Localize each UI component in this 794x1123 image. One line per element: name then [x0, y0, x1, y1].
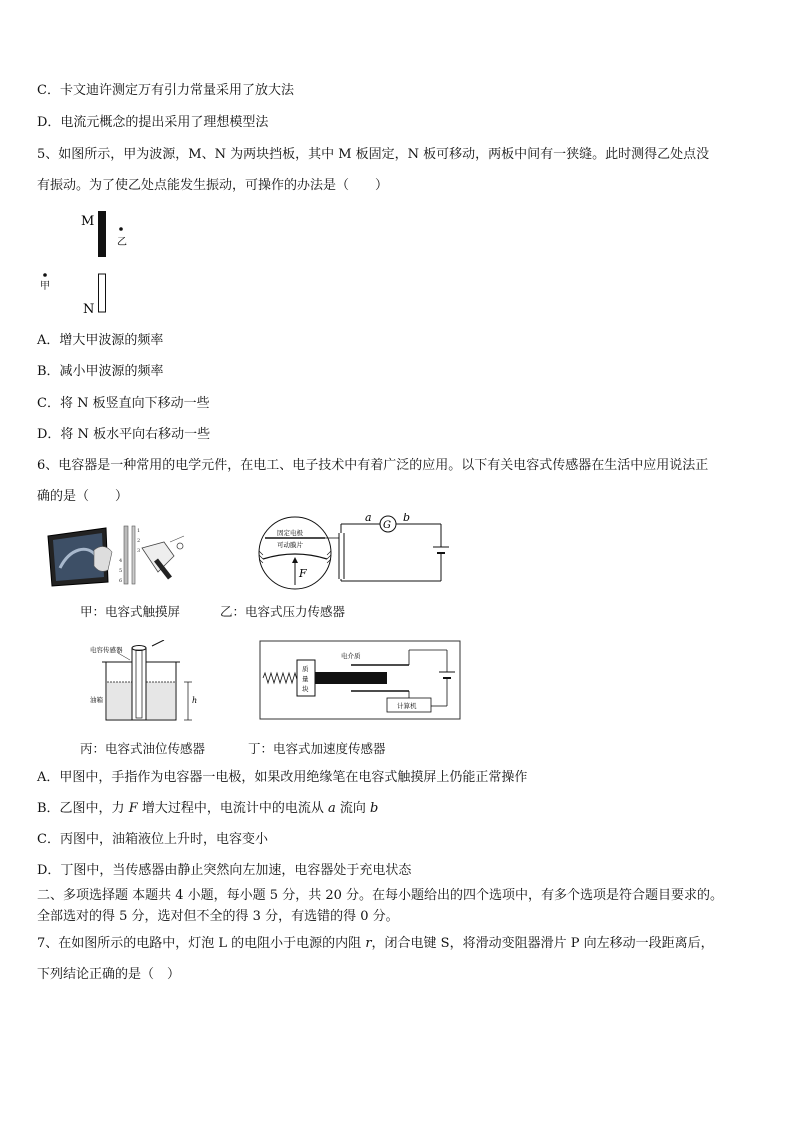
q6-option-b: [37, 801, 378, 817]
point-jia: [43, 273, 47, 277]
figure-bing-oil-level: [88, 640, 200, 726]
label-jia: 甲: [40, 281, 50, 292]
q6-option-a: A．甲图中，手指作为电容器一电极，如果改用绝缘笔在电容式触摸屏上仍能正常操作: [37, 770, 528, 785]
touch-label-2: 2: [137, 538, 141, 544]
label-mass-1: 质: [302, 665, 309, 673]
option-c-prev: C．卡文迪许测定万有引力常量采用了放大法: [37, 83, 294, 98]
q6-b-text-3: 流向: [335, 801, 371, 816]
touch-label-3: 3: [137, 548, 141, 554]
label-oil-tank: 油箱: [90, 696, 103, 704]
option-d-prev: D．电流元概念的提出采用了理想模型法: [37, 115, 269, 130]
label-F: F: [299, 567, 307, 580]
q6-b-point-a: a: [327, 801, 336, 816]
point-yi: [119, 227, 123, 231]
q5-stem-line2: 有振动。为了使乙处点能发生振动，可操作的办法是（ ）: [37, 178, 389, 193]
label-yi: 乙: [117, 237, 127, 248]
label-N: N: [83, 302, 95, 317]
label-movable-film: 可动膜片: [277, 541, 303, 549]
q5-option-d: D．将 N 板水平向右移动一些: [37, 427, 211, 442]
q6-option-c: C．丙图中，油箱液位上升时，电容变小: [37, 832, 268, 847]
q5-figure: [35, 205, 145, 320]
touch-label-5: 5: [119, 568, 123, 574]
label-mass-3: 块: [302, 685, 309, 693]
q5-option-a: A．增大甲波源的频率: [37, 333, 164, 348]
section2-instruction-line2: 全部选对的得 5 分，选对但不全的得 3 分，有选错的得 0 分。: [37, 909, 399, 924]
label-a: a: [365, 513, 372, 524]
q7-internal-r: r: [365, 936, 372, 951]
label-fixed-electrode: 固定电极: [277, 529, 303, 537]
dielectric: [315, 672, 387, 684]
q6-b-text-2: 增大过程中，电流计中的电流从: [137, 801, 328, 816]
label-mass-2: 量: [302, 675, 309, 683]
q5-stem-line1: 5、如图所示，甲为波源，M、N 为两块挡板，其中 M 板固定，N 板可移动，两板中间有一狭缝。此时测得乙处点没: [37, 147, 710, 162]
plate-N: [99, 274, 106, 312]
caption-bing: 丙：电容式油位传感器: [80, 741, 206, 756]
touch-label-6: 6: [119, 578, 123, 584]
label-computer: 计算机: [397, 702, 417, 710]
q7-stem-line2: 下列结论正确的是（ ）: [37, 967, 181, 982]
figure-yi-pressure-sensor: [255, 513, 460, 595]
q6-stem-line2: 确的是（ ）: [37, 489, 129, 504]
q6-option-d: D．丁图中，当传感器由静止突然向左加速，电容器处于充电状态: [37, 863, 412, 878]
label-b: b: [403, 513, 411, 524]
figure-jia-touchscreen: [44, 520, 194, 592]
q7-text-1: 7、在如图所示的电路中，灯泡 L 的电阻小于电源的内阻: [37, 936, 366, 951]
label-G: G: [383, 520, 391, 531]
touch-label-4: 4: [119, 558, 123, 564]
caption-yi: 乙：电容式压力传感器: [220, 604, 346, 619]
q6-b-force-F: F: [128, 801, 138, 816]
caption-jia: 甲：电容式触摸屏: [80, 604, 181, 619]
q6-b-point-b: b: [370, 801, 379, 816]
label-cap-sensor: 电容传感器: [90, 646, 123, 654]
q7-stem-line1: [37, 936, 714, 952]
label-M: M: [81, 214, 95, 229]
label-h: h: [192, 696, 198, 705]
section2-instruction-line1: 二、多项选择题 本题共 4 小题，每小题 5 分，共 20 分。在每小题给出的四个选项中，有多个选项是符合题目要求的。: [37, 888, 724, 903]
q5-option-c: C．将 N 板竖直向下移动一些: [37, 396, 210, 411]
caption-ding: 丁：电容式加速度传感器: [248, 741, 386, 756]
touch-label-1: 1: [137, 528, 141, 534]
q5-option-b: B．减小甲波源的频率: [37, 364, 164, 379]
q7-text-2: ，闭合电键 S，将滑动变阻器滑片 P 向左移动一段距离后，: [371, 936, 714, 951]
q6-b-text-1: B．乙图中，力: [37, 801, 129, 816]
plate-M: [98, 211, 106, 257]
figure-ding-acceleration: [259, 640, 461, 720]
label-dielectric: 电介质: [341, 652, 361, 660]
q6-stem-line1: 6、电容器是一种常用的电学元件，在电工、电子技术中有着广泛的应用。以下有关电容式传感器在生活中应用说法正: [37, 458, 709, 473]
